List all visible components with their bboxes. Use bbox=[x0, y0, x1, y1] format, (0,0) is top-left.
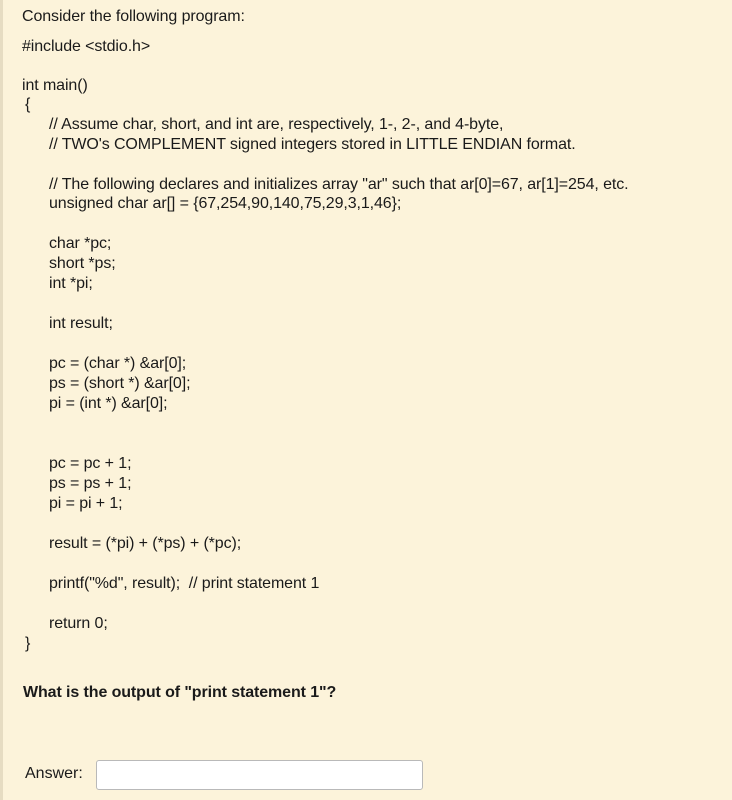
question-intro: Consider the following program: bbox=[22, 8, 245, 25]
code-line-decl-pc: char *pc; bbox=[49, 235, 112, 252]
code-comment-assume: // Assume char, short, and int are, respectively, 1-, 2-, and 4-byte, bbox=[49, 116, 504, 133]
code-comment-format: // TWO's COMPLEMENT signed integers stored in LITTLE ENDIAN format. bbox=[49, 136, 576, 153]
code-line-assign-ps: ps = (short *) &ar[0]; bbox=[49, 375, 191, 392]
code-line-return: return 0; bbox=[49, 615, 108, 632]
answer-label: Answer: bbox=[25, 765, 83, 782]
code-line-printf: printf("%d", result); // print statement 1 bbox=[49, 575, 320, 592]
code-line-include: #include <stdio.h> bbox=[22, 38, 151, 55]
code-line-assign-pi: pi = (int *) &ar[0]; bbox=[49, 395, 168, 412]
code-line-main: int main() bbox=[22, 77, 88, 94]
code-line-result: result = (*pi) + (*ps) + (*pc); bbox=[49, 535, 242, 552]
code-line-open-brace: { bbox=[25, 96, 31, 113]
code-line-decl-result: int result; bbox=[49, 315, 113, 332]
code-line-decl-ps: short *ps; bbox=[49, 255, 116, 272]
answer-input[interactable] bbox=[96, 760, 423, 790]
code-line-decl-pi: int *pi; bbox=[49, 275, 93, 292]
code-line-inc-ps: ps = ps + 1; bbox=[49, 475, 132, 492]
code-line-inc-pi: pi = pi + 1; bbox=[49, 495, 123, 512]
code-line-array-decl: unsigned char ar[] = {67,254,90,140,75,29,3,1,46}; bbox=[49, 195, 402, 212]
code-comment-declares: // The following declares and initializes array "ar" such that ar[0]=67, ar[1]=254, etc. bbox=[49, 176, 629, 193]
code-line-assign-pc: pc = (char *) &ar[0]; bbox=[49, 355, 187, 372]
question-prompt: What is the output of "print statement 1"? bbox=[23, 684, 337, 701]
code-line-inc-pc: pc = pc + 1; bbox=[49, 455, 132, 472]
code-line-close-brace: } bbox=[25, 635, 31, 652]
